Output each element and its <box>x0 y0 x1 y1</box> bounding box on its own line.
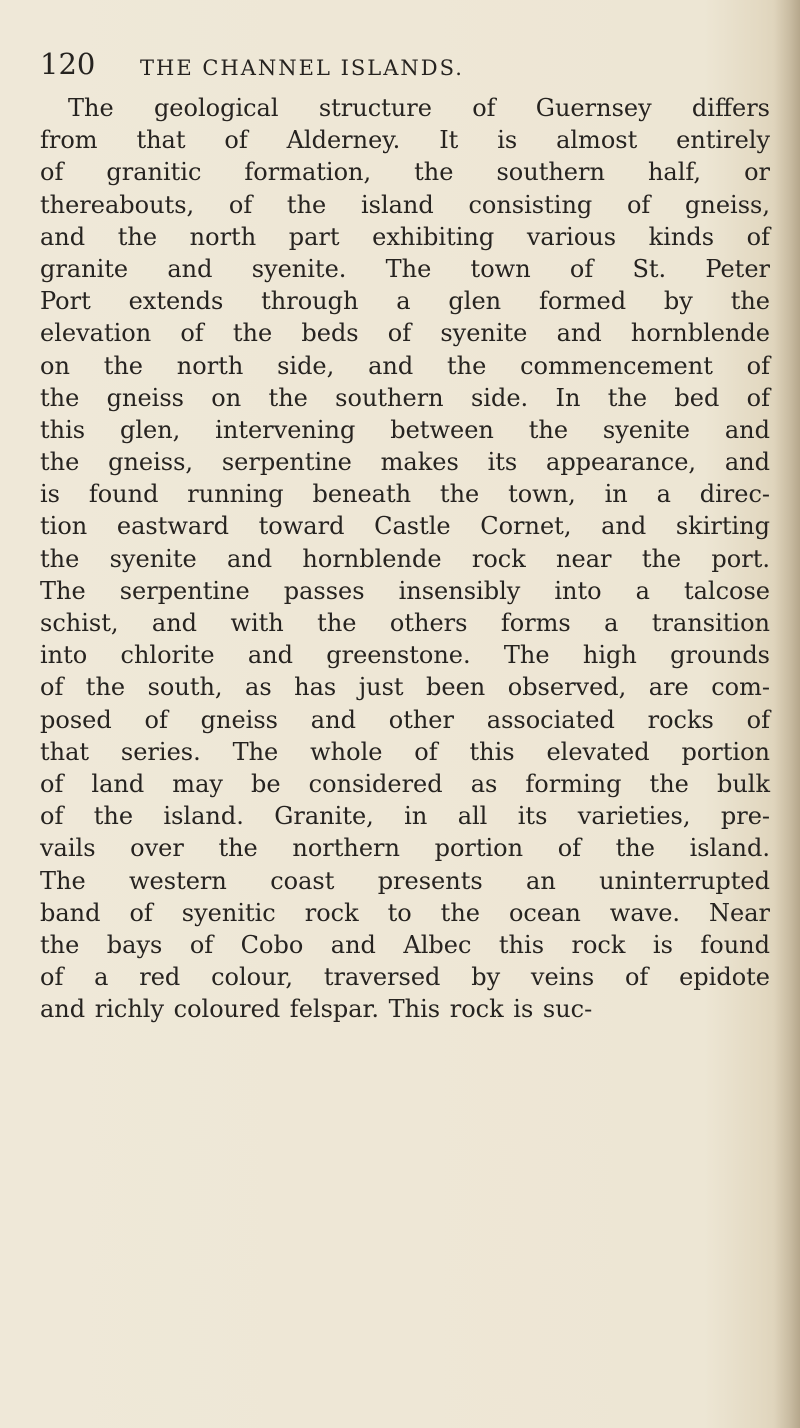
text-line: the gneiss on the southern side. In the bed of <box>40 383 770 412</box>
body-paragraph <box>40 92 770 1025</box>
text-line: into chlorite and greenstone. The high grounds <box>40 641 770 670</box>
text-line: of the south, as has just been observed, are com- <box>40 673 770 702</box>
page-edge-shadow <box>774 0 800 1428</box>
text-line: the bays of Cobo and Albec this rock is found <box>40 930 770 959</box>
text-line: of a red colour, traversed by veins of epidote <box>40 963 770 992</box>
text-line: and richly coloured felspar. This rock is suc- <box>40 995 593 1024</box>
text-line: The serpentine passes insensibly into a talcose <box>40 576 770 605</box>
text-line: band of syenitic rock to the ocean wave. Near <box>40 898 770 927</box>
text-line: schist, and with the others forms a transition <box>40 609 770 637</box>
text-line: granite and syenite. The town of St. Peter <box>40 254 770 283</box>
text-line: of the island. Granite, in all its varieties, pre- <box>40 802 770 831</box>
text-line: tion eastward toward Castle Cornet, and skirting <box>40 512 770 541</box>
text-line: Port extends through a glen formed by the <box>40 287 770 316</box>
page-number: 120 <box>40 47 96 81</box>
text-line: this glen, intervening between the syenite and <box>40 415 770 444</box>
text-line: posed of gneiss and other associated rocks of <box>40 705 770 734</box>
running-head: THE CHANNEL ISLANDS. <box>140 56 464 80</box>
text-line: and the north part exhibiting various kinds of <box>40 222 770 251</box>
text-line: from that of Alderney. It is almost entirely <box>40 126 770 155</box>
text-line: is found running beneath the town, in a direc- <box>40 480 770 509</box>
text-line: of granitic formation, the southern half, or <box>40 158 770 187</box>
text-line: The western coast presents an uninterrupted <box>40 866 770 895</box>
text-line: the syenite and hornblende rock near the port. <box>40 544 770 573</box>
text-line: of land may be considered as forming the bulk <box>40 769 770 798</box>
page-header <box>40 48 740 88</box>
text-line: The geological structure of Guernsey differs <box>68 94 770 122</box>
text-line: on the north side, and the commencement of <box>40 351 770 380</box>
text-line: thereabouts, of the island consisting of gneiss, <box>40 190 770 219</box>
text-line: elevation of the beds of syenite and hornblende <box>40 319 770 348</box>
text-line: vails over the northern portion of the island. <box>40 834 770 863</box>
text-line: that series. The whole of this elevated portion <box>40 737 770 766</box>
text-line: the gneiss, serpentine makes its appearance, and <box>40 448 770 477</box>
